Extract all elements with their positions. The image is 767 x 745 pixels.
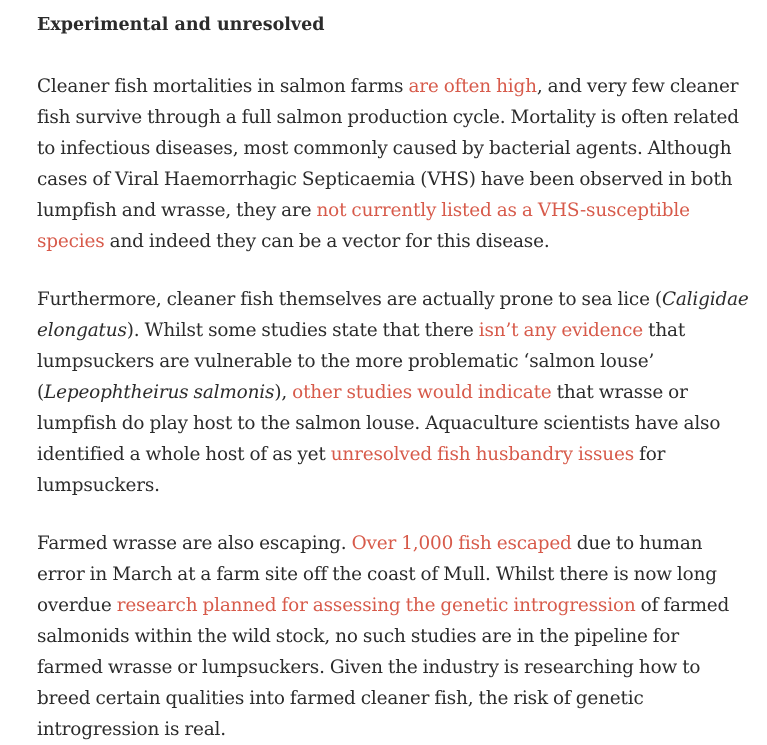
paragraph-text: Cleaner fish mortalities in salmon farms [37,76,409,97]
paragraph-text: and indeed they can be a vector for this disease. [104,231,550,252]
link-fish-escaped[interactable]: Over 1,000 fish escaped [351,533,572,554]
paragraph-text: for lumpsuckers. [37,444,666,496]
paragraph-text: Furthermore, cleaner fish themselves are actually prone to sea lice ( [37,289,662,310]
paragraph-text: Farmed wrasse are also escaping. [37,533,352,554]
paragraph-escapes [37,528,749,745]
paragraph-text: ), [274,382,293,403]
link-vhs-susceptible-species[interactable]: not currently listed as a VHS-susceptible species [37,200,690,252]
link-often-high[interactable]: are often high [408,76,537,97]
link-other-studies[interactable]: other studies would indicate [292,382,552,403]
section-heading: Experimental and unresolved [37,15,325,35]
paragraph-text: ). Whilst some studies state that there [126,320,479,341]
link-genetic-introgression-research[interactable]: research planned for assessing the genetic introgression [116,595,636,616]
link-husbandry-issues[interactable]: unresolved fish husbandry issues [330,444,634,465]
paragraph-text: that wrasse or lumpfish do play host to the salmon louse. Aquaculture scientists have also identified a whole host of as yet [37,382,721,465]
species-name-caligidae: Caligidae elongatus [37,289,749,341]
paragraph-text: of farmed salmonids within the wild stock, no such studies are in the pipeline for farmed wrasse or lumpsuckers. Given the industry is researching how to breed certain qualities into farmed cleaner fish, the risk of genetic introgression is real. [37,595,730,740]
article-body [37,0,749,745]
species-name-lepeophtheirus: Lepeophtheirus salmonis [44,382,275,403]
paragraph-text: that lumpsuckers are vulnerable to the more problematic ‘salmon louse’ ( [37,320,686,403]
paragraph-text: due to human error in March at a farm site off the coast of Mull. Whilst there is now long overdue [37,533,717,616]
paragraph-text: , and very few cleaner fish survive through a full salmon production cycle. Mortality is often related to infectious diseases, most commonly caused by bacterial agents. Although cases of Viral Haemorrhagic Septicaemia (VHS) have been observed in both lumpfish and wrasse, they are [37,76,739,221]
paragraph-mortality [37,71,749,257]
paragraph-sea-lice [37,284,749,501]
link-isnt-any-evidence[interactable]: isn’t any evidence [478,320,643,341]
